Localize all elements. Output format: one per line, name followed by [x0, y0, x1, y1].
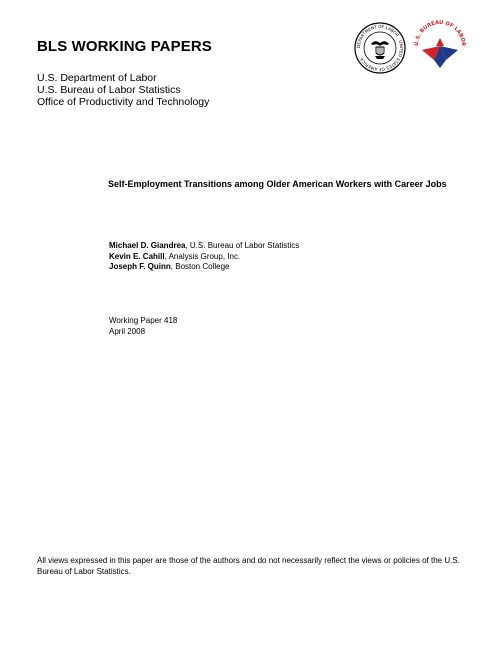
author-row — [109, 241, 299, 252]
author-affiliation: , U.S. Bureau of Labor Statistics — [185, 241, 300, 250]
department-of-labor-seal-icon — [354, 22, 406, 74]
svg-text:DEPARTMENT OF LABOR · UNITED S: DEPARTMENT OF LABOR · UNITED STATES OF AMERICA — [355, 23, 405, 73]
author-row — [109, 252, 299, 263]
author-affiliation: , Boston College — [170, 262, 230, 271]
paper-title: Self-Employment Transitions among Older American Workers with Career Jobs — [108, 179, 447, 189]
department-line: U.S. Department of Labor — [37, 72, 157, 84]
bureau-line: U.S. Bureau of Labor Statistics — [37, 84, 181, 96]
author-name: Joseph F. Quinn — [109, 262, 171, 271]
author-list — [109, 241, 299, 273]
publication-date: April 2008 — [109, 326, 146, 336]
author-name: Kevin E. Cahill — [109, 251, 165, 261]
department-block — [37, 72, 209, 108]
paper-meta — [109, 316, 177, 337]
bls-logo-icon — [410, 16, 470, 76]
office-line: Office of Productivity and Technology — [37, 96, 210, 108]
author-name: Michael D. Giandrea — [109, 241, 186, 250]
svg-text:U.S. BUREAU OF LABOR STATISTIC: U.S. BUREAU OF LABOR — [413, 19, 467, 47]
series-title: BLS WORKING PAPERS — [37, 38, 212, 55]
disclaimer: All views expressed in this paper are those of the authors and do not necessarily reflect the views or policies of the U.S. Bureau of Labor Statistics. — [37, 556, 460, 576]
working-paper-number: Working Paper 418 — [109, 316, 178, 325]
author-affiliation: , Analysis Group, Inc. — [164, 251, 241, 261]
author-row — [109, 262, 299, 273]
